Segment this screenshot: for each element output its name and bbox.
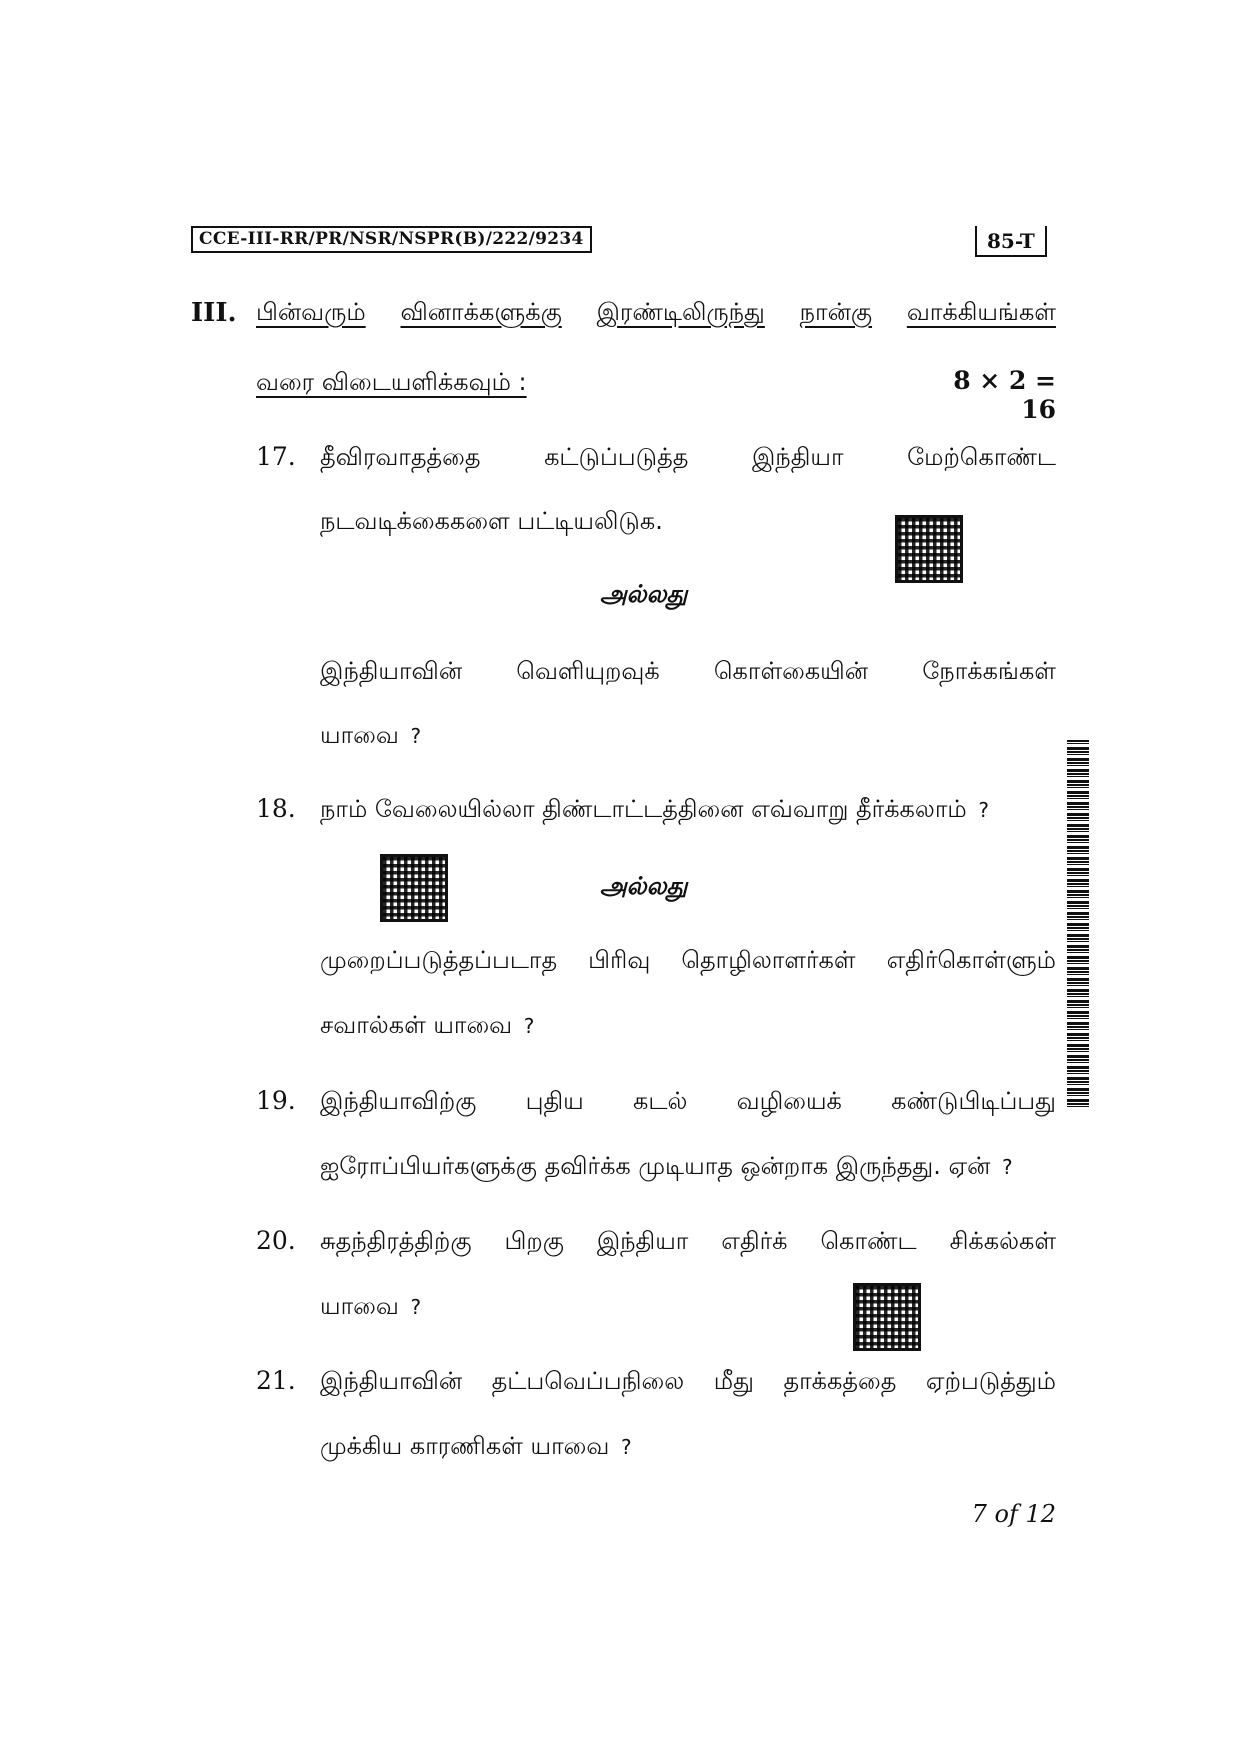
barcode-icon <box>1067 740 1089 1110</box>
question-17-line1 <box>320 443 1056 474</box>
question-word: இந்தியா <box>751 443 844 471</box>
question-18-line1 <box>320 795 989 826</box>
question-word: கடல் <box>633 1087 688 1115</box>
question-mark: ? <box>1002 1155 1013 1179</box>
question-word: புதிய <box>525 1087 584 1115</box>
question-18-alt-line1 <box>320 946 1056 977</box>
section-instruction-line2: வரை விடையளிக்கவும் : <box>256 368 527 396</box>
question-word: நோக்கங்கள் <box>922 657 1056 685</box>
question-word: பிரிவு <box>588 946 651 974</box>
question-17-alt-line1 <box>320 657 1056 688</box>
question-word: ஏற்படுத்தும் <box>925 1367 1056 1395</box>
page-number: 7 of 12 <box>971 1500 1056 1528</box>
question-mark: ? <box>410 724 422 748</box>
question-word: இந்தியா <box>596 1227 689 1255</box>
question-number: 21. <box>256 1366 296 1395</box>
question-word: இந்தியாவின் <box>320 657 463 685</box>
question-word: தாக்கத்தை <box>783 1367 897 1395</box>
section-number: III. <box>191 298 237 328</box>
question-mark: ? <box>523 1014 535 1038</box>
question-word: தட்பவெப்பநிலை <box>491 1367 685 1395</box>
question-text: நாம் வேலையில்லா திண்டாட்டத்தினை எவ்வாறு தீர்க்கலாம் <box>320 795 967 823</box>
qr-code-icon <box>853 1283 921 1351</box>
question-word: எதிர்கொள்ளும் <box>886 946 1056 974</box>
instruction-word: பின்வரும் <box>256 298 366 326</box>
question-word: வழியைக் <box>736 1087 842 1115</box>
question-21-line2 <box>320 1432 632 1463</box>
series-code-box: 85-T <box>975 226 1047 257</box>
section-marks: 8 × 2 = 16 <box>953 366 1056 424</box>
question-mark: ? <box>978 798 989 822</box>
question-21-line1 <box>320 1367 1056 1398</box>
question-text: யாவை <box>320 1292 399 1320</box>
question-17-line2: நடவடிக்கைகளை பட்டியலிடுக. <box>320 507 663 535</box>
instruction-word: நான்கு <box>799 298 873 326</box>
qr-code-icon <box>380 854 448 922</box>
qr-code-icon <box>895 515 963 583</box>
question-word: இந்தியாவிற்கு <box>320 1087 477 1115</box>
instruction-word: வாக்கியங்கள் <box>906 298 1056 326</box>
instruction-word: இரண்டிலிருந்து <box>596 298 765 326</box>
question-number: 18. <box>256 794 296 823</box>
question-word: கொண்ட <box>820 1227 917 1255</box>
question-19-line1 <box>320 1087 1056 1118</box>
question-word: கட்டுப்படுத்த <box>544 443 689 471</box>
question-word: வெளியுறவுக் <box>516 657 660 685</box>
exam-code-box: CCE-III-RR/PR/NSR/NSPR(B)/222/9234 <box>191 226 592 253</box>
question-text: யாவை <box>320 721 399 749</box>
question-word: சிக்கல்கள் <box>949 1227 1056 1255</box>
question-20-line1 <box>320 1227 1056 1258</box>
question-18-alt-line2 <box>320 1011 534 1042</box>
question-number: 20. <box>256 1226 296 1255</box>
question-word: இந்தியாவின் <box>320 1367 463 1395</box>
question-word: எதிர்க் <box>721 1227 788 1255</box>
question-word: தொழிலாளர்கள் <box>681 946 856 974</box>
question-word: கொள்கையின் <box>713 657 869 685</box>
question-word: முறைப்படுத்தப்படாத <box>320 946 558 974</box>
question-word: பிறகு <box>504 1227 564 1255</box>
question-text: முக்கிய காரணிகள் யாவை <box>320 1432 610 1460</box>
question-word: தீவிரவாதத்தை <box>320 443 481 471</box>
section-instruction-line1 <box>256 298 1056 329</box>
question-mark: ? <box>620 1435 632 1459</box>
question-text: சவால்கள் யாவை <box>320 1011 513 1039</box>
question-text: ஐரோப்பியர்களுக்கு தவிர்க்க முடியாத ஒன்றாக இருந்தது. ஏன் <box>320 1152 991 1180</box>
question-20-line2 <box>320 1292 421 1323</box>
instruction-word: வினாக்களுக்கு <box>400 298 562 326</box>
question-number: 17. <box>256 442 296 471</box>
question-word: மேற்கொண்ட <box>907 443 1056 471</box>
or-label: அல்லது <box>600 872 688 900</box>
question-number: 19. <box>256 1086 296 1115</box>
question-word: கண்டுபிடிப்பது <box>891 1087 1056 1115</box>
question-mark: ? <box>410 1295 422 1319</box>
question-17-alt-line2 <box>320 721 421 752</box>
or-label: அல்லது <box>600 580 688 608</box>
question-word: மீது <box>713 1367 754 1395</box>
question-19-line2 <box>320 1152 1013 1183</box>
question-word: சுதந்திரத்திற்கு <box>320 1227 472 1255</box>
